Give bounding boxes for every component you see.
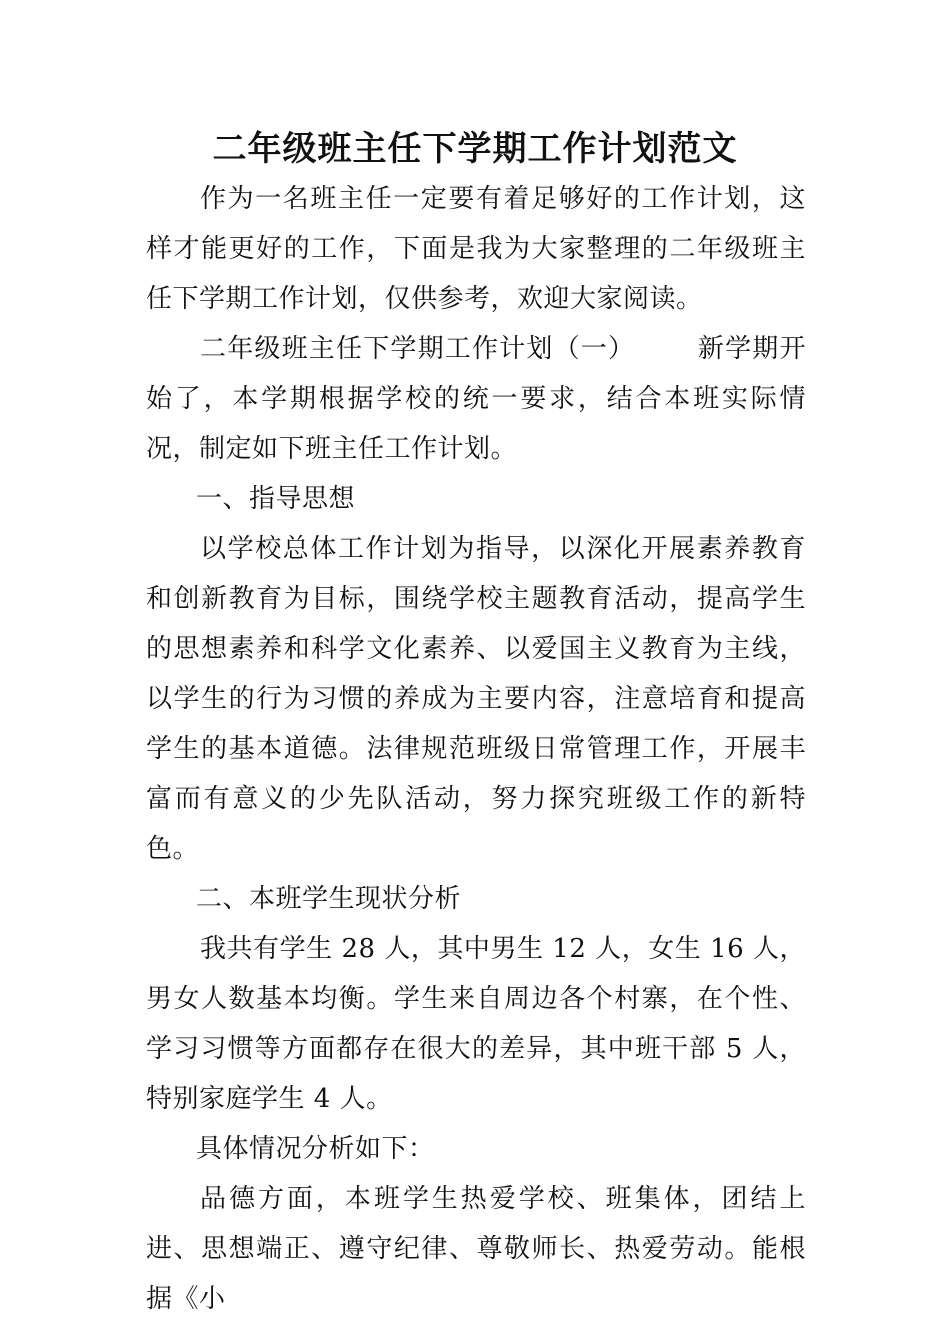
moral-character-paragraph: 品德方面，本班学生热爱学校、班集体，团结上进、思想端正、遵守纪律、尊敬师长、热爱劳动。能根据《小 [146,1184,806,1314]
section-title-one: 二年级班主任下学期工作计划（一） [200,334,636,364]
guiding-ideology-paragraph: 以学校总体工作计划为指导，以深化开展素养教育和创新教育为目标，围绕学校主题教育活动，提高学生的思想素养和科学文化素养、以爱国主义教育为主线，以学生的行为习惯的养成为主要内容，注意培育和提高学生的基本道德。法律规范班级日常管理工作，开展丰富而有意义的少先队活动，努力探究班级工作的新特色。 [146,534,806,864]
section-one-opening: 新学期开始了，本学期根据学校的统一要求，结合本班实际情况，制定如下班主任工作计划。 [146,334,806,464]
heading-guiding-ideology: 一、指导思想 [196,484,356,514]
class-analysis-paragraph: 我共有学生 28 人，其中男生 12 人，女生 16 人，男女人数基本均衡。学生来自周边各个村寨，在个性、学习习惯等方面都存在很大的差异，其中班干部 5 人，特别家庭学生 4 人。 [146,934,806,1114]
heading-class-analysis: 二、本班学生现状分析 [196,884,462,914]
document-title: 二年级班主任下学期工作计划范文 [212,129,738,169]
intro-paragraph: 作为一名班主任一定要有着足够好的工作计划，这样才能更好的工作，下面是我为大家整理的二年级班主任下学期工作计划，仅供参考，欢迎大家阅读。 [146,184,806,314]
document-body [146,174,806,1324]
heading-detailed-analysis: 具体情况分析如下： [196,1134,435,1164]
section-one-paragraph [146,324,806,474]
